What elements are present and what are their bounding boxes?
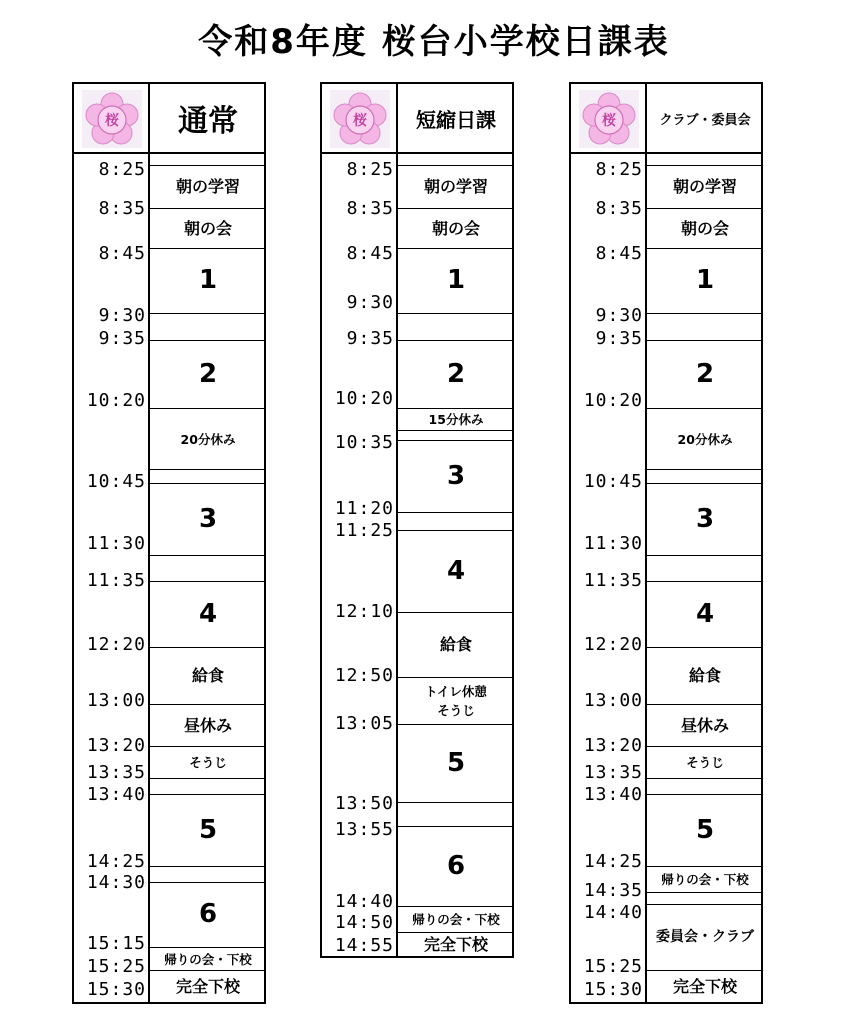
time-label: 9:35 bbox=[98, 328, 146, 349]
time-label: 13:35 bbox=[583, 762, 643, 783]
time-label: 10:20 bbox=[583, 390, 643, 411]
table-header bbox=[322, 84, 512, 154]
period-label: 完全下校 bbox=[175, 976, 240, 996]
period-label: 20分休み bbox=[677, 431, 733, 447]
time-label: 8:35 bbox=[346, 198, 394, 219]
time-label: 10:35 bbox=[334, 432, 394, 453]
time-label: 8:35 bbox=[98, 198, 146, 219]
period-label: 5 bbox=[446, 747, 466, 778]
period-label: 委員会・クラブ bbox=[656, 929, 754, 946]
period-label: 4 bbox=[446, 555, 466, 586]
period-label: 昼休み bbox=[680, 715, 729, 735]
timetable-regular bbox=[72, 82, 266, 1004]
period-label: 1 bbox=[695, 265, 715, 296]
period-label: 15分休み bbox=[428, 412, 484, 427]
period-label: 5 bbox=[198, 814, 218, 845]
time-label: 13:20 bbox=[86, 735, 146, 756]
time-label: 9:30 bbox=[346, 292, 394, 313]
period-label: 1 bbox=[198, 265, 218, 296]
time-label: 8:45 bbox=[595, 243, 643, 264]
period-label: そうじ bbox=[437, 702, 475, 718]
time-label: 14:55 bbox=[334, 935, 394, 956]
time-label: 11:30 bbox=[86, 533, 146, 554]
time-label: 8:25 bbox=[595, 159, 643, 180]
period-label: 完全下校 bbox=[423, 935, 488, 955]
period-label: 3 bbox=[695, 503, 715, 534]
time-label: 8:35 bbox=[595, 198, 643, 219]
time-label: 13:00 bbox=[86, 690, 146, 711]
period-label: 4 bbox=[198, 598, 218, 629]
time-label: 12:50 bbox=[334, 665, 394, 686]
time-label: 14:25 bbox=[86, 851, 146, 872]
period-label: 3 bbox=[446, 460, 466, 491]
sakura-logo-icon bbox=[82, 90, 142, 148]
time-label: 12:10 bbox=[334, 601, 394, 622]
period-label: トイレ休憩 bbox=[425, 683, 487, 699]
period-label: 朝の会 bbox=[183, 218, 232, 238]
time-label: 13:55 bbox=[334, 819, 394, 840]
time-label: 13:05 bbox=[334, 713, 394, 734]
time-label: 13:40 bbox=[583, 784, 643, 805]
svg-text:桜: 桜 bbox=[602, 113, 616, 129]
period-label: 5 bbox=[695, 814, 715, 845]
header-title: クラブ・委員会 bbox=[659, 112, 751, 128]
time-label: 11:20 bbox=[334, 498, 394, 519]
time-label: 14:40 bbox=[583, 902, 643, 923]
header-title: 通常 bbox=[178, 104, 238, 139]
timetable-short bbox=[320, 82, 514, 958]
time-label: 14:50 bbox=[334, 912, 394, 933]
time-label: 9:30 bbox=[595, 305, 643, 326]
period-label: 給食 bbox=[688, 666, 721, 686]
time-label: 13:20 bbox=[583, 735, 643, 756]
period-label: 20分休み bbox=[180, 431, 236, 447]
period-label: 2 bbox=[446, 358, 466, 389]
time-label: 14:35 bbox=[583, 880, 643, 901]
sakura-logo-icon bbox=[330, 90, 390, 148]
time-label: 13:50 bbox=[334, 793, 394, 814]
table-header bbox=[74, 84, 264, 154]
time-label: 15:25 bbox=[583, 956, 643, 977]
period-label: 朝の会 bbox=[680, 218, 729, 238]
period-label: 3 bbox=[198, 503, 218, 534]
period-label: 朝の学習 bbox=[175, 177, 240, 197]
time-label: 9:35 bbox=[346, 328, 394, 349]
time-label: 9:30 bbox=[98, 305, 146, 326]
time-label: 12:20 bbox=[583, 634, 643, 655]
period-label: 朝の学習 bbox=[672, 177, 737, 197]
time-label: 11:30 bbox=[583, 533, 643, 554]
period-label: 完全下校 bbox=[672, 976, 737, 996]
table-header bbox=[571, 84, 761, 154]
time-label: 12:20 bbox=[86, 634, 146, 655]
period-label: 給食 bbox=[191, 666, 224, 686]
time-label: 8:25 bbox=[98, 159, 146, 180]
period-label: 帰りの会・下校 bbox=[661, 872, 749, 887]
time-label: 14:40 bbox=[334, 891, 394, 912]
time-label: 13:35 bbox=[86, 762, 146, 783]
time-label: 15:30 bbox=[583, 979, 643, 1000]
period-label: そうじ bbox=[189, 755, 227, 770]
period-label: 4 bbox=[695, 598, 715, 629]
period-label: 昼休み bbox=[183, 715, 232, 735]
time-label: 10:20 bbox=[334, 388, 394, 409]
time-label: 15:25 bbox=[86, 956, 146, 977]
time-label: 10:20 bbox=[86, 390, 146, 411]
header-title: 短縮日課 bbox=[416, 107, 496, 132]
period-label: 帰りの会・下校 bbox=[164, 951, 252, 967]
time-label: 10:45 bbox=[86, 471, 146, 492]
time-label: 8:45 bbox=[98, 243, 146, 264]
time-label: 14:25 bbox=[583, 851, 643, 872]
time-label: 11:35 bbox=[86, 570, 146, 591]
timetable-club bbox=[569, 82, 763, 1004]
sakura-logo-icon bbox=[579, 90, 639, 148]
time-label: 11:25 bbox=[334, 520, 394, 541]
period-label: 1 bbox=[446, 265, 466, 296]
period-label: 朝の学習 bbox=[423, 177, 488, 197]
time-label: 15:30 bbox=[86, 979, 146, 1000]
time-label: 13:40 bbox=[86, 784, 146, 805]
period-label: 給食 bbox=[439, 635, 472, 655]
period-label: 2 bbox=[695, 358, 715, 389]
time-label: 14:30 bbox=[86, 872, 146, 893]
time-label: 11:35 bbox=[583, 570, 643, 591]
period-label: 朝の会 bbox=[431, 218, 480, 238]
svg-text:桜: 桜 bbox=[353, 113, 367, 129]
period-label: 帰りの会・下校 bbox=[412, 912, 500, 927]
period-label: 6 bbox=[198, 899, 218, 930]
time-label: 13:00 bbox=[583, 690, 643, 711]
period-label: 2 bbox=[198, 358, 218, 389]
period-label: 6 bbox=[446, 850, 466, 881]
time-label: 10:45 bbox=[583, 471, 643, 492]
svg-text:桜: 桜 bbox=[105, 113, 119, 129]
page-title: 令和8年度 桜台小学校日課表 bbox=[198, 22, 670, 62]
time-label: 8:45 bbox=[346, 243, 394, 264]
time-label: 15:15 bbox=[86, 933, 146, 954]
time-label: 8:25 bbox=[346, 159, 394, 180]
time-label: 9:35 bbox=[595, 328, 643, 349]
period-label: そうじ bbox=[686, 755, 724, 770]
